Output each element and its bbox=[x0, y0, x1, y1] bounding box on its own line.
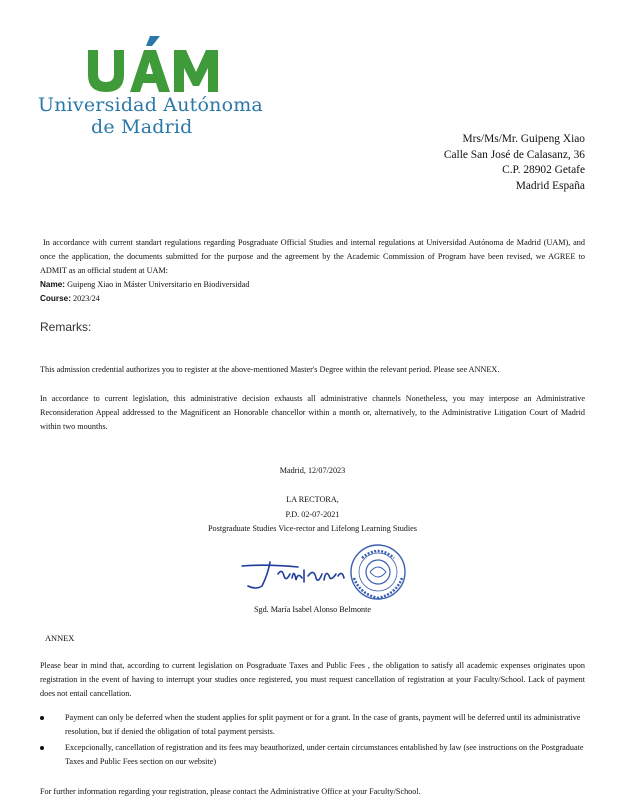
uam-logo-mark bbox=[86, 32, 226, 92]
logo-text-line1: Universidad Autónoma bbox=[38, 94, 263, 116]
handwritten-signature bbox=[242, 562, 344, 588]
name-label: Name: bbox=[40, 280, 66, 289]
annex-paragraph: Please bear in mind that, according to current legislation on Posgraduate Taxes and Public Fees , the obligation to satisfy all academic expenses originates upon registration in the event of having to interrupt your studies once registered, you must request cancellation of registration at your Faculty/School. Lack of payment does not entail cancellation. bbox=[40, 661, 585, 698]
bullet-icon bbox=[40, 746, 44, 750]
course-value: 2023/24 bbox=[72, 294, 100, 303]
logo-text-line2: de Madrid bbox=[91, 116, 193, 138]
credential-paragraph: This admission credential authorizes you to register at the above-mentioned Master's Degree within the relevant period. Please see ANNEX. bbox=[40, 365, 500, 374]
signatory-title: LA RECTORA, bbox=[286, 495, 339, 504]
signed-by: Sgd. María Isabel Alonso Belmonte bbox=[253, 605, 372, 614]
recipient-street: Calle San José de Calasanz, 36 bbox=[443, 148, 585, 161]
recipient-address bbox=[444, 132, 585, 194]
date-line: Madrid, 12/07/2023 bbox=[279, 466, 346, 475]
name-value: Guipeng Xiao in Máster Universitario en Biodiversidad bbox=[67, 280, 250, 289]
course-line bbox=[40, 292, 585, 306]
bullet-icon bbox=[40, 716, 44, 720]
university-seal bbox=[351, 545, 405, 599]
remarks-heading: Remarks: bbox=[40, 320, 92, 334]
annex-bullet-1-text: Payment can only be deferred when the student applies for split payment or for a grant. In the case of grants, payment will be deferred until its administrative resolution, but if denied the obligation of total payment persists. bbox=[65, 713, 581, 736]
annex-bullet-1 bbox=[40, 711, 585, 739]
course-label: Course: bbox=[40, 294, 71, 303]
annex-heading: ANNEX bbox=[45, 634, 75, 643]
recipient-postal: C.P. 28902 Getafe bbox=[502, 164, 585, 176]
recipient-city: Madrid España bbox=[515, 179, 585, 192]
signatory-pd: P.D. 02-07-2021 bbox=[285, 510, 340, 519]
recipient-name: Mrs/Ms/Mr. Guipeng Xiao bbox=[462, 133, 585, 145]
signatory-role: Postgraduate Studies Vice-rector and Lifelong Learning Studies bbox=[208, 524, 417, 533]
annex-footer: For further information regarding your registration, please contact the Administrative Office at your Faculty/School. bbox=[40, 787, 421, 796]
admission-intro bbox=[40, 236, 585, 278]
uam-logo bbox=[38, 28, 263, 140]
annex-bullet-2-text: Excepcionally, cancellation of registration and its fees may beauthorized, under certain circumstances entablished by law (see instructions on the Postgraduate Taxes and Public Fees section on our website) bbox=[65, 743, 584, 766]
annex-bullet-2 bbox=[40, 741, 585, 769]
intro-text: In accordance with current standart regulations regarding Posgraduate Official Studies and internal regulations at Universidad Autónoma de Madrid (UAM), and once the application, the documents submitted for the purpose and the agreement by the Academic Commission of Program have been revised, we AGREE to ADMIT as an official student at UAM: bbox=[40, 238, 585, 275]
signature-and-seal bbox=[238, 540, 408, 602]
student-name-line bbox=[40, 278, 585, 292]
legislation-paragraph: In accordance to current legislation, this administrative decision exhausts all administrative channels Nonetheless, you may interpose an Administrative Reconsideration Appeal addressed to the Magnificent an Honorable chancellor within a month or, alternatively, to the Administrative Litigation Court of Madrid within two mounths. bbox=[40, 394, 585, 431]
